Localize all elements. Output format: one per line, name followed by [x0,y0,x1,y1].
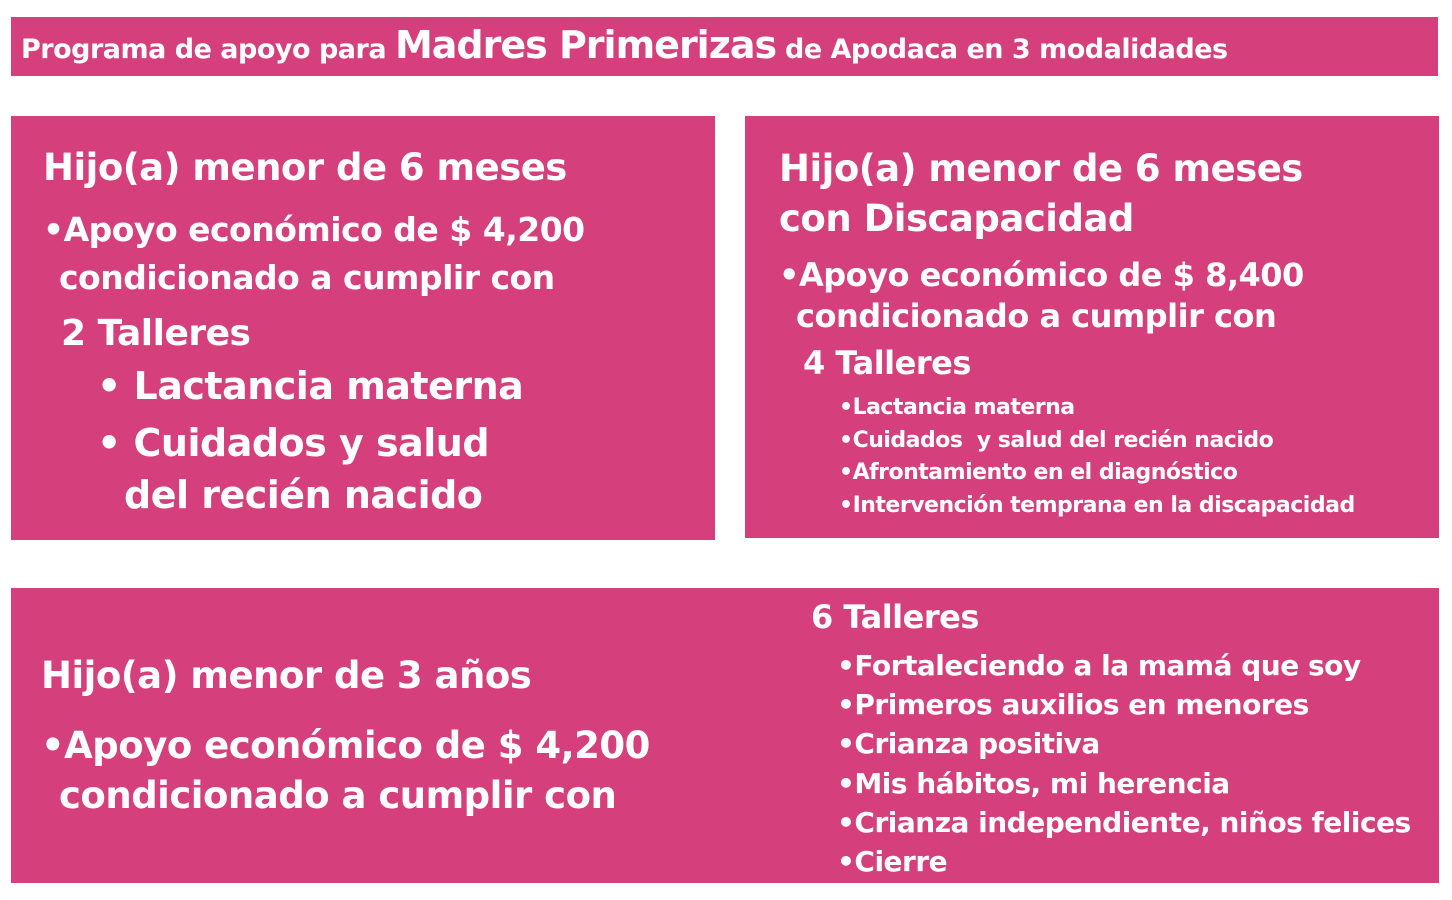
header-banner [11,17,1438,76]
card-under-6-months [11,116,715,540]
card-title [779,144,1303,244]
workshop-list [837,646,1411,881]
title-suffix: de Apodaca en 3 modalidades [776,34,1228,65]
support-condition: condicionado a cumplir con [796,297,1277,335]
support-amount-text: Apoyo económico de $ 4,200 [64,724,650,767]
workshop-item-text: Cuidados y salud [133,421,490,465]
title-prefix: Programa de apoyo para [21,34,395,65]
workshop-item-text: Primeros auxilios en menores [854,688,1309,722]
workshop-item-text: Lactancia materna [133,364,524,408]
workshop-item [837,685,1411,724]
workshop-list [839,392,1355,522]
support-amount-text: Apoyo económico de $ 8,400 [798,256,1304,294]
support-condition: condicionado a cumplir con [59,774,617,817]
support-amount-text: Apoyo económico de $ 4,200 [63,210,585,249]
card-title-line: con Discapacidad [779,197,1134,240]
workshop-item [839,490,1355,523]
workshop-item [837,646,1411,685]
card-title-line: Hijo(a) menor de 6 meses [779,147,1303,190]
workshop-item [837,842,1411,881]
support-amount [43,210,585,249]
workshop-item [837,764,1411,803]
workshop-item-text: Intervención temprana en la discapacidad [852,492,1355,518]
workshop-item-text: Afrontamiento en el diagnóstico [852,460,1238,485]
workshop-item-continuation: del recién nacido [124,473,483,517]
workshop-item-text: Crianza independiente, niños felices [854,805,1411,839]
support-condition: condicionado a cumplir con [59,258,555,297]
workshop-item [839,392,1355,425]
workshop-item-text: Crianza positiva [854,727,1100,761]
support-amount [41,724,650,767]
page-title [21,20,1228,75]
workshop-item [839,425,1355,458]
card-title: Hijo(a) menor de 3 años [41,654,532,697]
workshop-item [837,803,1411,842]
workshop-item-text: Mis hábitos, mi herencia [854,766,1230,800]
title-highlight: Madres Primerizas [394,23,777,67]
support-amount [779,256,1304,294]
card-title: Hijo(a) menor de 6 meses [43,146,567,189]
workshop-item-text: Lactancia materna [852,395,1075,420]
workshops-heading: 6 Talleres [811,598,979,636]
workshop-item [97,417,489,521]
workshops-heading: 2 Talleres [61,313,251,354]
workshop-item-text: Cierre [854,845,948,879]
card-under-6-months-disability [745,116,1439,538]
workshop-item-text: Cuidados y salud del recién nacido [852,427,1274,453]
workshop-item [839,457,1355,490]
workshop-item [97,364,523,408]
workshop-item-text: Fortaleciendo a la mamá que soy [854,649,1361,682]
card-under-3-years [11,588,1439,883]
workshops-heading: 4 Talleres [803,344,971,382]
workshop-item [837,724,1411,763]
